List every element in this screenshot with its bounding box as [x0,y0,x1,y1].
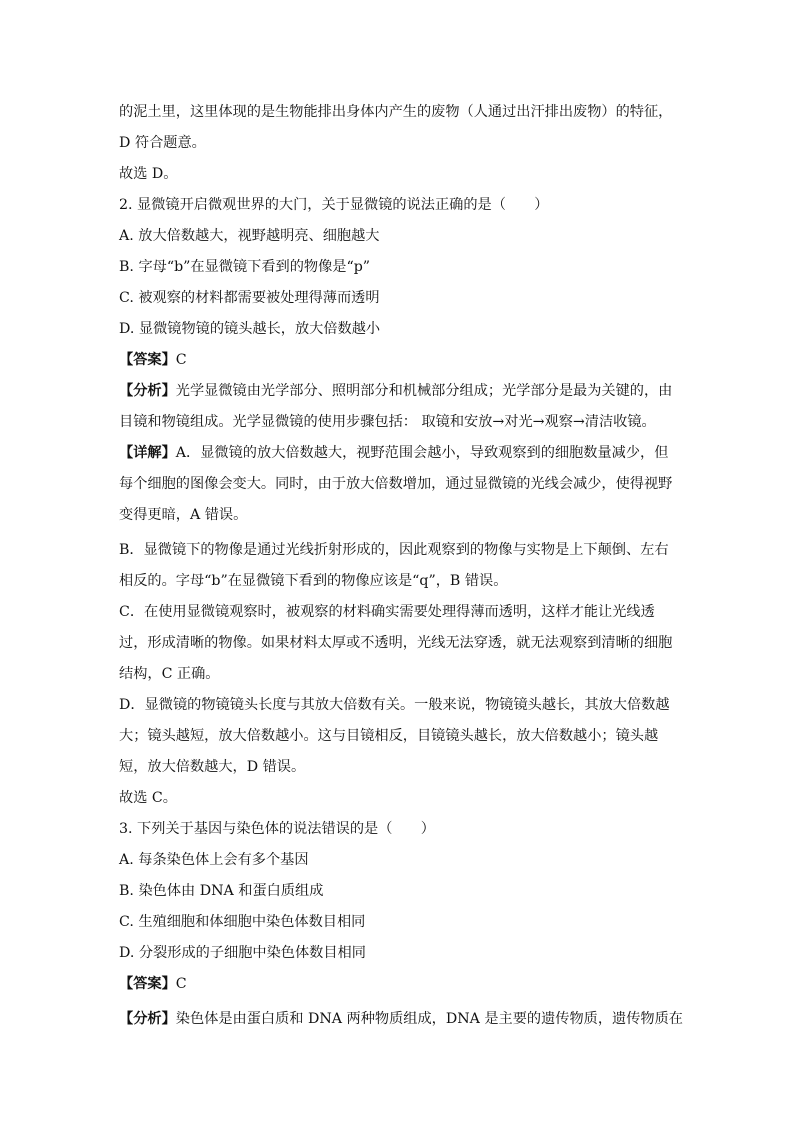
analysis-line: 【分析】光学显微镜由光学部分、照明部分和机械部分组成；光学部分是最为关键的，由 [119,383,673,399]
question-2-option-c: C. 被观察的材料都需要被处理得薄而透明 [119,290,380,306]
text-line: D．显微镜的物镜镜头长度与其放大倍数有关。一般来说，物镜镜头越长，其放大倍数越 [119,697,670,713]
text-line: 结构，C 正确。 [119,666,220,682]
answer-line: 【答案】C [119,352,187,368]
question-3-option-c: C. 生殖细胞和体细胞中染色体数目相同 [119,914,366,930]
text-line: 故选 D。 [119,166,178,182]
question-3-stem: 3. 下列关于基因与染色体的说法错误的是（ ） [119,821,435,837]
answer-line: 【答案】C [119,976,187,992]
text-line: 相反的。字母“b”在显微镜下看到的物像应该是“q”，B 错误。 [119,573,508,589]
detail-line: 【详解】A．显微镜的放大倍数越大，视野范围会越小，导致观察到的细胞数量减少，但 [119,445,669,461]
text-line: 大；镜头越短，放大倍数越小。这与目镜相反，目镜镜头越长，放大倍数越小；镜头越 [119,728,659,744]
question-3-option-d: D. 分裂形成的子细胞中染色体数目相同 [119,945,366,961]
question-2-option-b: B. 字母“b”在显微镜下看到的物像是“p” [119,259,371,275]
question-2-stem: 2. 显微镜开启微观世界的大门，关于显微镜的说法正确的是（ ） [119,197,549,213]
text-line: 短，放大倍数越大，D 错误。 [119,759,306,775]
text-line: 目镜和物镜组成。光学显微镜的使用步骤包括： 取镜和安放→对光→观察→清洁收镜。 [119,414,656,430]
text-line: 故选 C。 [119,790,177,806]
text-line: 变得更暗，A 错误。 [119,507,248,523]
text-line: C．在使用显微镜观察时，被观察的材料确实需要处理得薄而透明，这样才能让光线透 [119,604,655,620]
analysis-line: 【分析】染色体是由蛋白质和 DNA 两种物质组成，DNA 是主要的遗传物质，遗传物质在 [119,1011,683,1027]
text-line: 的泥土里，这里体现的是生物能排出身体内产生的废物（人通过出汗排出废物）的特征， [119,104,673,120]
question-2-option-a: A. 放大倍数越大，视野越明亮、细胞越大 [119,228,380,244]
question-3-option-a: A. 每条染色体上会有多个基因 [119,852,309,868]
text-line: D 符合题意。 [119,135,206,151]
text-line: B．显微镜下的物像是通过光线折射形成的，因此观察到的物像与实物是上下颠倒、左右 [119,542,669,558]
text-line: 过，形成清晰的物像。如果材料太厚或不透明，光线无法穿透，就无法观察到清晰的细胞 [119,635,673,651]
question-3-option-b: B. 染色体由 DNA 和蛋白质组成 [119,883,324,899]
question-2-option-d: D. 显微镜物镜的镜头越长，放大倍数越小 [119,321,381,337]
text-line: 每个细胞的图像会变大。同时，由于放大倍数增加，通过显微镜的光线会减少，使得视野 [119,476,673,492]
